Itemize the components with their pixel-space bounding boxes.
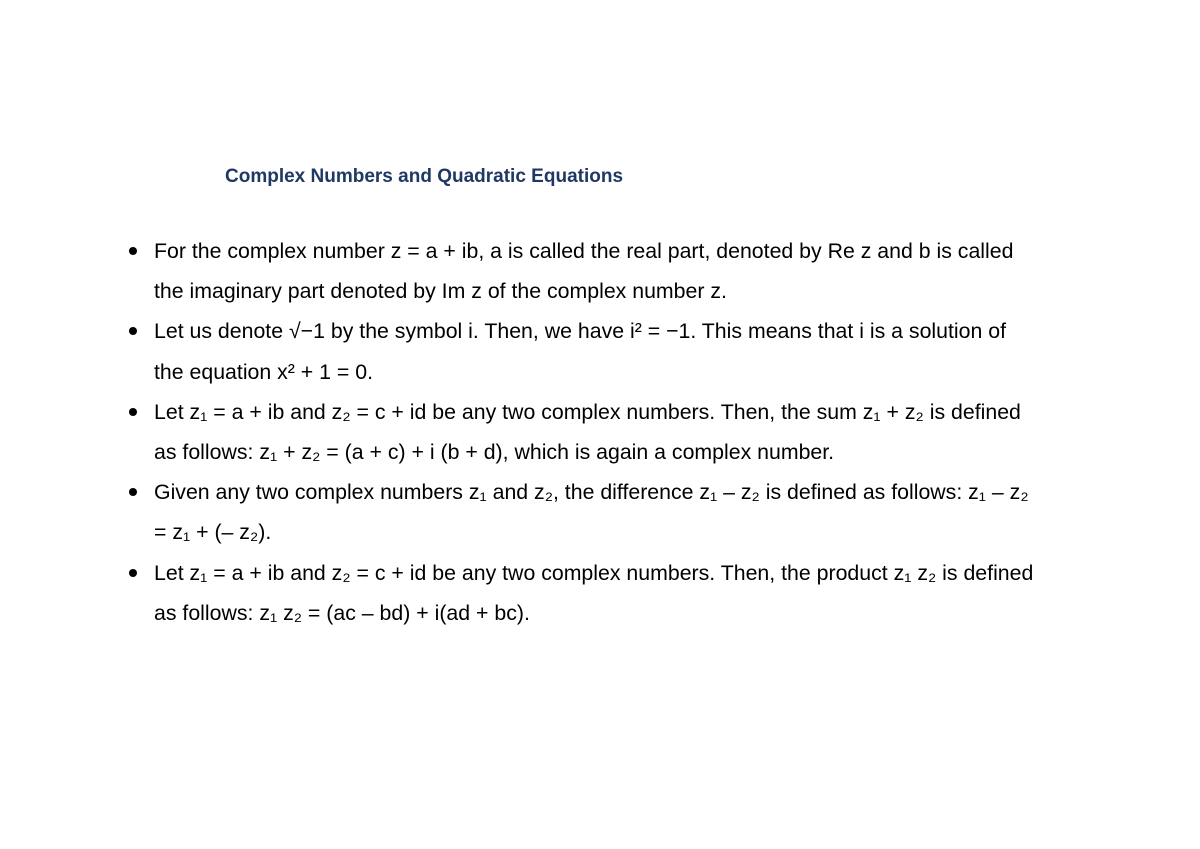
bullet-icon	[129, 327, 137, 335]
list-item	[125, 472, 1115, 552]
bullet-icon	[129, 247, 137, 255]
bullet-line: = z₁ + (– z₂).	[154, 520, 272, 545]
bullet-icon	[129, 488, 137, 496]
bullet-icon	[129, 408, 137, 416]
bullet-line: For the complex number z = a + ib, a is called the real part, denoted by Re z and b is called	[154, 239, 1014, 263]
bullet-line: Given any two complex numbers z₁ and z₂, the difference z₁ – z₂ is defined as follows: z₁ – z₂	[154, 480, 1029, 505]
bullet-list	[125, 231, 1115, 633]
list-item	[125, 231, 1115, 311]
list-item	[125, 311, 1115, 391]
bullet-line: Let z₁ = a + ib and z₂ = c + id be any two complex numbers. Then, the product z₁ z₂ is defined	[154, 560, 1034, 585]
bullet-line: the equation x² + 1 = 0.	[154, 359, 374, 384]
bullet-line: as follows: z₁ + z₂ = (a + c) + i (b + d), which is again a complex number.	[154, 439, 835, 464]
list-item	[125, 553, 1115, 633]
bullet-icon	[129, 569, 137, 577]
page-title: Complex Numbers and Quadratic Equations	[225, 166, 624, 187]
bullet-line: Let us denote √−1 by the symbol i. Then, we have i² = −1. This means that i is a solution of	[154, 319, 1007, 344]
bullet-line: Let z₁ = a + ib and z₂ = c + id be any two complex numbers. Then, the sum z₁ + z₂ is defined	[154, 399, 1021, 424]
bullet-line: as follows: z₁ z₂ = (ac – bd) + i(ad + bc).	[154, 600, 530, 625]
bullet-line: the imaginary part denoted by Im z of the complex number z.	[154, 279, 727, 304]
list-item	[125, 392, 1115, 472]
